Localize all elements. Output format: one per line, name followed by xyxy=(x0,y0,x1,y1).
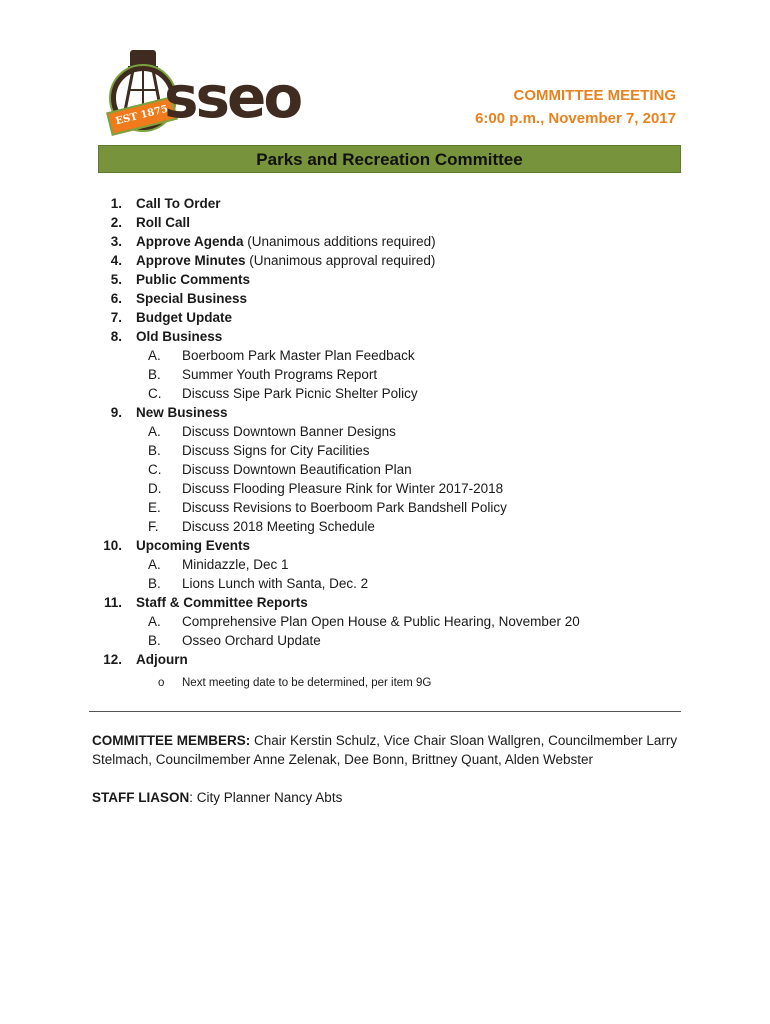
agenda-item xyxy=(92,251,692,270)
subitem-letter: D. xyxy=(148,481,162,496)
agenda-subitem xyxy=(92,498,692,517)
subitem-text: Discuss Downtown Banner Designs xyxy=(182,424,396,439)
agenda-subitem xyxy=(92,422,692,441)
agenda-subitem xyxy=(92,441,692,460)
subitem-text: Discuss Flooding Pleasure Rink for Winter 2017-2018 xyxy=(182,481,504,496)
agenda-list xyxy=(92,194,692,693)
meeting-type: COMMITTEE MEETING xyxy=(513,87,676,104)
agenda-item-text xyxy=(136,593,308,612)
agenda-subitem xyxy=(92,384,692,403)
agenda-subitem xyxy=(92,346,692,365)
subitem-letter: B. xyxy=(148,367,161,382)
subitem-letter: C. xyxy=(148,462,162,477)
agenda-number: 9. xyxy=(110,405,122,420)
agenda-item-text xyxy=(136,650,188,669)
subitem-text: Discuss 2018 Meeting Schedule xyxy=(182,519,375,534)
committee-members xyxy=(92,731,692,769)
agenda-item-note: (Unanimous additions required) xyxy=(243,234,436,249)
agenda-item xyxy=(92,194,692,213)
agenda-subitem xyxy=(92,460,692,479)
members-label: COMMITTEE MEMBERS: xyxy=(92,733,251,748)
agenda-item-label: Public Comments xyxy=(136,272,251,287)
agenda-item-text xyxy=(136,308,232,327)
subitem-text: Discuss Revisions to Boerboom Park Bandshell Policy xyxy=(182,500,507,515)
bullet-icon: o xyxy=(158,677,165,689)
agenda-item-label: Call To Order xyxy=(136,196,221,211)
meeting-header xyxy=(475,84,676,130)
subitem-letter: F. xyxy=(148,519,159,534)
agenda-item-text xyxy=(136,270,250,289)
agenda-item-text xyxy=(136,232,436,251)
subitem-text: Summer Youth Programs Report xyxy=(182,367,378,382)
subitem-letter: A. xyxy=(148,614,161,629)
subitem-letter: C. xyxy=(148,386,162,401)
agenda-item-text xyxy=(136,327,222,346)
subitem-letter: B. xyxy=(148,633,161,648)
subitem-text: Minidazzle, Dec 1 xyxy=(182,557,289,572)
agenda-item-label: Approve Minutes xyxy=(136,253,246,268)
subitem-text: Comprehensive Plan Open House & Public Hearing, November 20 xyxy=(182,614,580,629)
agenda-item-label: New Business xyxy=(136,405,228,420)
agenda-item-label: Special Business xyxy=(136,291,248,306)
agenda-item-label: Budget Update xyxy=(136,310,232,325)
agenda-subitem xyxy=(92,612,692,631)
subitem-text: Discuss Signs for City Facilities xyxy=(182,443,370,458)
subitem-text: Osseo Orchard Update xyxy=(182,633,321,648)
agenda-item-text xyxy=(136,213,190,232)
agenda-item-text xyxy=(136,403,228,422)
divider xyxy=(89,711,681,712)
agenda-subitem xyxy=(92,574,692,593)
subitem-letter: A. xyxy=(148,424,161,439)
agenda-item-label: Upcoming Events xyxy=(136,538,251,553)
agenda-item xyxy=(92,232,692,251)
agenda-item-text xyxy=(136,536,250,555)
agenda-item-text xyxy=(136,289,247,308)
agenda-item xyxy=(92,403,692,422)
agenda-item xyxy=(92,213,692,232)
staff-liaison xyxy=(92,788,342,807)
osseo-logo xyxy=(106,46,306,138)
agenda-number: 8. xyxy=(110,329,122,344)
subitem-letter: E. xyxy=(148,500,161,515)
agenda-number: 12. xyxy=(103,652,122,667)
agenda-subitem xyxy=(92,517,692,536)
agenda-subitem xyxy=(92,631,692,650)
agenda-item xyxy=(92,536,692,555)
agenda-number: 3. xyxy=(110,234,122,249)
agenda-item-label: Adjourn xyxy=(136,652,188,667)
next-meeting-text: Next meeting date to be determined, per item 9G xyxy=(182,677,432,689)
agenda-number: 1. xyxy=(110,196,122,211)
staff-text: : City Planner Nancy Abts xyxy=(189,790,343,805)
subitem-text: Discuss Sipe Park Picnic Shelter Policy xyxy=(182,386,418,401)
agenda-subitem xyxy=(92,365,692,384)
meeting-datetime: 6:00 p.m., November 7, 2017 xyxy=(475,110,676,127)
agenda-subitem xyxy=(92,555,692,574)
agenda-subitem xyxy=(92,479,692,498)
agenda-number: 7. xyxy=(110,310,122,325)
subitem-letter: B. xyxy=(148,443,161,458)
agenda-number: 4. xyxy=(110,253,122,268)
logo-wordmark: sseo xyxy=(164,63,301,131)
committee-title: Parks and Recreation Committee xyxy=(98,145,681,173)
agenda-item-label: Approve Agenda xyxy=(136,234,244,249)
next-meeting-note xyxy=(92,674,692,693)
agenda-item xyxy=(92,308,692,327)
agenda-item-text xyxy=(136,194,221,213)
agenda-item-label: Old Business xyxy=(136,329,223,344)
agenda-number: 5. xyxy=(110,272,122,287)
subitem-letter: A. xyxy=(148,557,161,572)
members-text: Chair Kerstin Schulz, Vice Chair Sloan Wallgren, Councilmember Larry Stelmach, Councilmember Anne Zelenak, Dee Bonn, Brittney Quant, Alden Webster xyxy=(92,733,678,767)
agenda-item xyxy=(92,270,692,289)
staff-label: STAFF LIASON xyxy=(92,790,190,805)
subitem-text: Discuss Downtown Beautification Plan xyxy=(182,462,412,477)
agenda-item xyxy=(92,593,692,612)
agenda-number: 10. xyxy=(103,538,122,553)
agenda-number: 11. xyxy=(103,595,122,610)
agenda-item-text xyxy=(136,251,435,270)
agenda-item-note: (Unanimous approval required) xyxy=(245,253,436,268)
subitem-text: Lions Lunch with Santa, Dec. 2 xyxy=(182,576,369,591)
agenda-item-label: Staff & Committee Reports xyxy=(136,595,308,610)
agenda-number: 6. xyxy=(110,291,122,306)
agenda-item xyxy=(92,289,692,308)
subitem-text: Boerboom Park Master Plan Feedback xyxy=(182,348,415,363)
agenda-item xyxy=(92,650,692,669)
est-banner: EST 1875 xyxy=(106,96,178,136)
agenda-item xyxy=(92,327,692,346)
agenda-item-label: Roll Call xyxy=(136,215,191,230)
subitem-letter: B. xyxy=(148,576,161,591)
agenda-number: 2. xyxy=(110,215,122,230)
subitem-letter: A. xyxy=(148,348,161,363)
